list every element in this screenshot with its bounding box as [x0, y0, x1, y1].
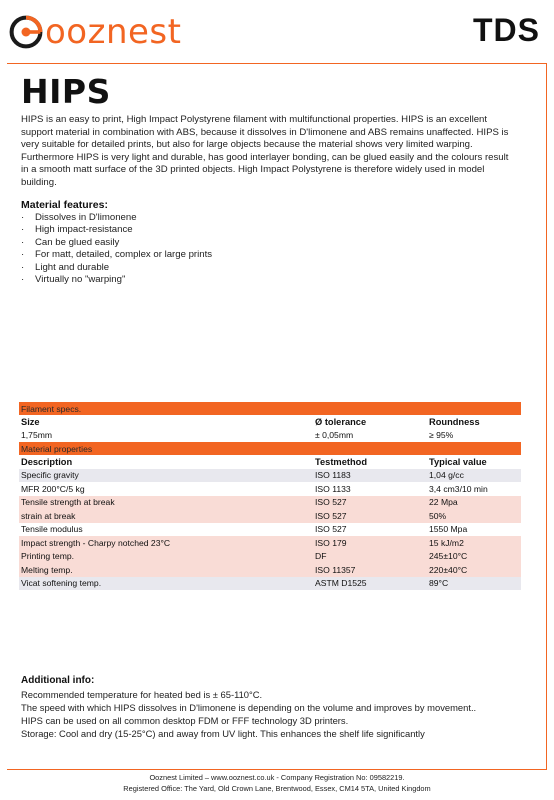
- table-cell: 3,4 cm3/10 min: [429, 483, 488, 494]
- specs-table: [19, 402, 521, 590]
- table-cell: 1,75mm: [21, 430, 53, 441]
- info-line: Recommended temperature for heated bed is ± 65-110°C.: [21, 689, 263, 700]
- features-list: [21, 212, 212, 286]
- footer-company-line: Ooznest Limited – www.ooznest.co.uk - Company Registration No: 09582219.: [149, 773, 405, 782]
- bullet-icon: ·: [21, 224, 25, 236]
- table-cell: 220±40°C: [427, 563, 521, 577]
- table-row: [19, 482, 521, 496]
- list-item: [21, 237, 212, 249]
- feature-text: For matt, detailed, complex or large prints: [35, 249, 213, 261]
- section-header-material: [19, 442, 521, 455]
- header-cell: Description: [21, 456, 73, 467]
- table-row: [19, 550, 521, 564]
- table-cell: ISO 527: [313, 496, 427, 510]
- section-header-filament: [19, 402, 521, 415]
- list-item: [21, 262, 212, 274]
- table-cell: Vicat softening temp.: [19, 577, 313, 591]
- feature-text: Can be glued easily: [35, 236, 120, 248]
- table-cell: ± 0,05mm: [315, 430, 354, 441]
- feature-text: Dissolves in D'limonene: [35, 212, 137, 223]
- header-cell: Ø tolerance: [315, 416, 367, 427]
- table-cell: 1550 Mpa: [429, 524, 468, 535]
- feature-text: High impact-resistance: [35, 224, 133, 236]
- table-cell: ISO 527: [315, 524, 347, 535]
- table-row: [19, 536, 521, 550]
- list-item: [21, 249, 212, 261]
- header-cell: Typical value: [429, 456, 487, 467]
- table-cell: ISO 1183: [313, 469, 427, 483]
- table-cell: Printing temp.: [19, 550, 313, 564]
- page-header: [0, 0, 554, 62]
- table-cell: 22 Mpa: [427, 496, 521, 510]
- bullet-icon: ·: [21, 274, 25, 286]
- table-cell: Impact strength - Charpy notched 23°C: [19, 536, 313, 550]
- info-line: The speed with which HIPS dissolves in D'limonene is depending on the volume and improves by movement..: [21, 702, 477, 713]
- table-row: [19, 509, 521, 523]
- bullet-icon: ·: [21, 212, 25, 223]
- header-cell: Roundness: [429, 416, 480, 427]
- section-title: Filament specs.: [19, 402, 521, 415]
- bullet-icon: ·: [21, 261, 25, 273]
- table-header-row: [19, 455, 521, 469]
- table-cell: MFR 200°C/5 kg: [21, 483, 85, 494]
- table-row: [19, 577, 521, 591]
- table-row: [19, 563, 521, 577]
- table-cell: Tensile modulus: [21, 524, 83, 535]
- page-title: HIPS: [21, 72, 111, 111]
- bullet-icon: ·: [21, 249, 25, 261]
- table-cell: 245±10°C: [427, 550, 521, 564]
- section-title: Material properties: [19, 442, 521, 455]
- nozzle-logo-icon: [8, 14, 44, 50]
- intro-paragraph: HIPS is an easy to print, High Impact Polystyrene filament with multifunctional properties. HIPS is an excellent support material in combination with ABS, because it dissolves in D'limonene and ABS remains unaffected. HIPS is very suitable for detailed prints, but also for large objects because the material shows very limited warping. Furthermore HIPS is very light and durable, has good interlayer bonding, can be glued easily and the colours result in a smooth matt surface of the 3D printed objects. High Impact Polystyrene is therefore widely used in model building.: [21, 114, 509, 188]
- list-item: [21, 224, 212, 236]
- table-row: [19, 469, 521, 483]
- header-cell: Size: [21, 416, 40, 427]
- table-row: [19, 429, 521, 443]
- table-cell: Specific gravity: [19, 469, 313, 483]
- table-cell: 89°C: [427, 577, 521, 591]
- footer-address-line: Registered Office: The Yard, Old Crown Lane, Brentwood, Essex, CM14 5TA, United Kingdom: [123, 784, 431, 793]
- table-cell: ASTM D1525: [313, 577, 427, 591]
- features-heading: Material features:: [21, 199, 108, 211]
- table-cell: 15 kJ/m2: [427, 536, 521, 550]
- brand-name: ooznest: [45, 12, 182, 52]
- additional-info-text: [21, 688, 531, 740]
- table-cell: 50%: [427, 509, 521, 523]
- table-header-row: [19, 415, 521, 429]
- table-cell: Tensile strength at break: [19, 496, 313, 510]
- page-footer: [0, 772, 554, 794]
- table-cell: ISO 1133: [315, 483, 351, 494]
- table-cell: Melting temp.: [19, 563, 313, 577]
- feature-text: Light and durable: [35, 261, 110, 273]
- bullet-icon: ·: [21, 236, 25, 248]
- list-item: [21, 274, 212, 286]
- table-row: [19, 496, 521, 510]
- brand-logo: [8, 12, 181, 52]
- table-cell: ≥ 95%: [429, 430, 454, 441]
- feature-text: Virtually no "warping": [35, 274, 126, 286]
- table-cell: DF: [313, 550, 427, 564]
- table-cell: ISO 11357: [313, 563, 427, 577]
- table-row: [19, 523, 521, 537]
- additional-info-heading: Additional info:: [21, 675, 95, 686]
- table-cell: 1,04 g/cc: [427, 469, 521, 483]
- info-line: Storage: Cool and dry (15-25°C) and away from UV light. This enhances the shelf life significantly: [21, 728, 425, 739]
- document-type: TDS: [473, 12, 540, 48]
- table-cell: strain at break: [19, 509, 313, 523]
- list-item: [21, 212, 212, 224]
- table-cell: ISO 527: [313, 509, 427, 523]
- table-cell: ISO 179: [313, 536, 427, 550]
- info-line: HIPS can be used on all common desktop FDM or FFF technology 3D printers.: [21, 715, 349, 726]
- header-cell: Testmethod: [315, 456, 367, 467]
